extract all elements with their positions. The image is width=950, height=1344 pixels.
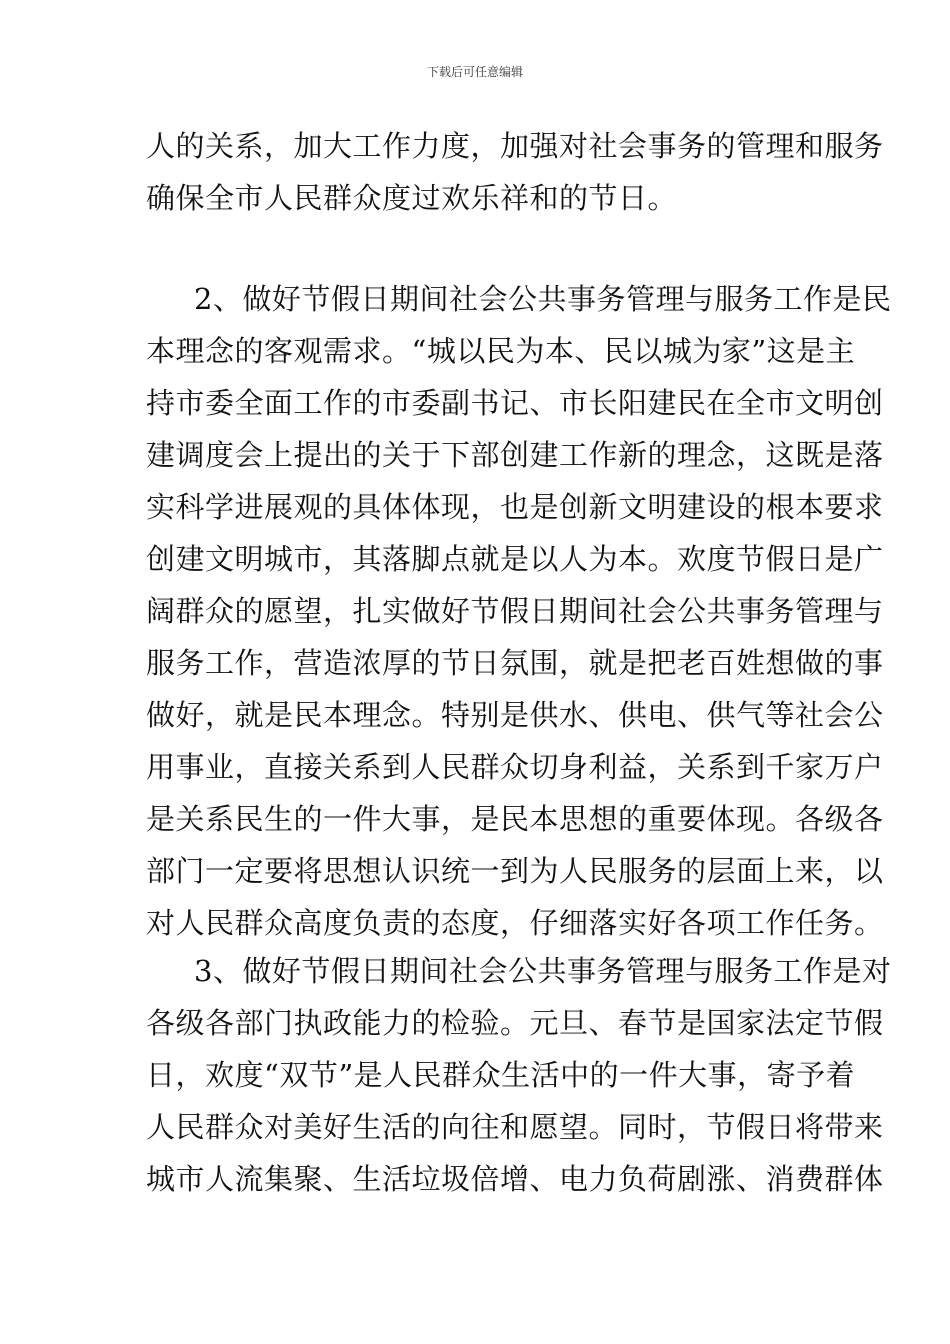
text-line: 人的关系，加大工作力度，加强对社会事务的管理和服务	[146, 129, 884, 163]
text-line: 服务工作，营造浓厚的节日氛围，就是把老百姓想做的事	[146, 646, 884, 680]
text-line: 2、做好节假日期间社会公共事务管理与服务工作是民	[194, 282, 892, 316]
text-line: 对人民群众高度负责的态度，仔细落实好各项工作任务。	[146, 906, 884, 940]
text-line: 用事业，直接关系到人民群众切身利益，关系到千家万户	[146, 750, 884, 784]
text-line: 阔群众的愿望，扎实做好节假日期间社会公共事务管理与	[146, 594, 884, 628]
text-line: 实科学进展观的具体体现，也是创新文明建设的根本要求	[146, 490, 884, 524]
text-line: 本理念的客观需求。“城以民为本、民以城为家”这是主	[146, 334, 856, 368]
text-line: 城市人流集聚、生活垃圾倍增、电力负荷剧涨、消费群体	[146, 1162, 884, 1196]
text-line: 建调度会上提出的关于下部创建工作新的理念，这既是落	[146, 438, 884, 472]
text-line: 确保全市人民群众度过欢乐祥和的节日。	[146, 181, 678, 215]
text-line: 创建文明城市，其落脚点就是以人为本。欢度节假日是广	[146, 542, 884, 576]
text-line: 部门一定要将思想认识统一到为人民服务的层面上来，以	[146, 854, 884, 888]
text-line: 是关系民生的一件大事，是民本思想的重要体现。各级各	[146, 802, 884, 836]
text-line: 做好，就是民本理念。特别是供水、供电、供气等社会公	[146, 698, 884, 732]
text-line: 日，欢度“双节”是人民群众生活中的一件大事，寄予着	[146, 1058, 856, 1092]
text-line: 持市委全面工作的市委副书记、市长阳建民在全市文明创	[146, 386, 884, 420]
text-line: 人民群众对美好生活的向往和愿望。同时，节假日将带来	[146, 1110, 884, 1144]
page-header-note: 下载后可任意编辑	[426, 65, 523, 79]
paragraph-1	[146, 120, 884, 224]
text-line: 3、做好节假日期间社会公共事务管理与服务工作是对	[194, 954, 892, 988]
paragraph-3	[146, 945, 892, 1205]
paragraph-2	[146, 273, 892, 949]
text-line: 各级各部门执政能力的检验。元旦、春节是国家法定节假	[146, 1006, 884, 1040]
